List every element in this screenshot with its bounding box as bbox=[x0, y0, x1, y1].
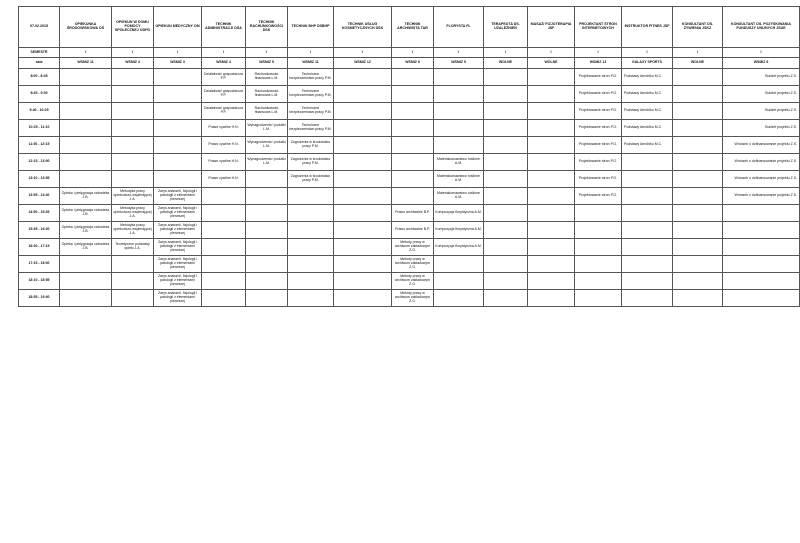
table-cell bbox=[528, 154, 575, 171]
table-cell-label: 9:40 - 10:25 bbox=[19, 103, 60, 120]
table-cell bbox=[202, 239, 246, 256]
table-cell bbox=[434, 86, 484, 103]
header-cell: MASAŻ/ FIZJOTERAPIA JSF bbox=[528, 7, 575, 48]
table-cell: Podstawy Aerobiku M.C. bbox=[622, 103, 673, 120]
room-cell: WSMIZ 11 bbox=[288, 58, 334, 69]
table-row bbox=[19, 69, 800, 86]
table-cell bbox=[334, 239, 392, 256]
table-cell bbox=[528, 137, 575, 154]
table-cell: Podstawy Aerobiku M.C. bbox=[622, 69, 673, 86]
table-cell bbox=[112, 256, 154, 273]
table-cell: Prawo cywilne H.N. bbox=[202, 120, 246, 137]
room-cell: WSMIZ 4 bbox=[112, 58, 154, 69]
table-cell bbox=[334, 120, 392, 137]
table-cell bbox=[288, 290, 334, 307]
table-cell: Budżet projektu Z.S. bbox=[723, 69, 800, 86]
room-cell: WOLNE bbox=[528, 58, 575, 69]
table-cell: Zarys anatomii, fizjologii i patologii z elementami pierwszej bbox=[154, 239, 202, 256]
header-cell: TECHNIK BHP DSBHP bbox=[288, 7, 334, 48]
table-cell: Prawo cywilne H.N. bbox=[202, 171, 246, 188]
schedule-sheet bbox=[18, 6, 797, 307]
table-cell-label: 16:30 - 17:15 bbox=[19, 239, 60, 256]
table-cell-label: 15:35 - 16:20 bbox=[19, 222, 60, 239]
table-cell bbox=[528, 239, 575, 256]
table-cell bbox=[334, 222, 392, 239]
table-cell bbox=[484, 171, 528, 188]
table-cell bbox=[288, 222, 334, 239]
table-cell bbox=[112, 171, 154, 188]
table-cell bbox=[202, 222, 246, 239]
table-cell-label: 18:10 - 18:55 bbox=[19, 273, 60, 290]
table-cell bbox=[484, 154, 528, 171]
table-cell: Metody pracy w archiwum zakładowym Z.G. bbox=[392, 290, 434, 307]
table-cell-label: 14:50 - 15:35 bbox=[19, 205, 60, 222]
table-cell bbox=[392, 188, 434, 205]
semester-cell: I bbox=[60, 48, 112, 58]
room-cell-label: sala bbox=[19, 58, 60, 69]
table-cell bbox=[334, 86, 392, 103]
header-cell: TECHNIK USŁUG KOSMETYCZNYCH DSK bbox=[334, 7, 392, 48]
table-cell bbox=[288, 273, 334, 290]
table-cell: Projektowanie stron P.G. bbox=[575, 69, 622, 86]
table-cell bbox=[202, 188, 246, 205]
table-cell bbox=[202, 256, 246, 273]
table-cell: Metody pracy w archiwum zakładowym Z.G. bbox=[392, 256, 434, 273]
table-cell bbox=[112, 137, 154, 154]
semester-cell: I bbox=[392, 48, 434, 58]
table-cell bbox=[334, 69, 392, 86]
semester-cell: I bbox=[575, 48, 622, 58]
table-cell bbox=[154, 69, 202, 86]
table-cell bbox=[334, 154, 392, 171]
table-cell: Zarys anatomii, fizjologii i patologii z elementami pierwszej bbox=[154, 222, 202, 239]
semester-cell: I bbox=[202, 48, 246, 58]
table-cell bbox=[112, 273, 154, 290]
table-cell: Działalność gospodarcza P.P. bbox=[202, 69, 246, 86]
room-cell: WSMIZ 6 bbox=[723, 58, 800, 69]
table-cell bbox=[434, 69, 484, 86]
table-cell bbox=[334, 256, 392, 273]
table-cell bbox=[484, 222, 528, 239]
table-cell: Zagrożenia w środowisku pracy P.M. bbox=[288, 137, 334, 154]
table-cell bbox=[392, 171, 434, 188]
table-cell bbox=[112, 69, 154, 86]
table-row bbox=[19, 137, 800, 154]
table-cell: Kompozycja florystyczna A.M. bbox=[434, 222, 484, 239]
table-cell bbox=[673, 137, 723, 154]
table-cell: Działalność gospodarcza P.P. bbox=[202, 86, 246, 103]
table-cell bbox=[334, 137, 392, 154]
table-cell bbox=[434, 137, 484, 154]
table-cell: Opieka i pielęgnacja człowieka J.B. bbox=[60, 188, 112, 205]
table-cell: Metodyka pracy opiekuńczo-wspierającej J.A. bbox=[112, 188, 154, 205]
table-cell: Techniczne bezpieczeństwo pracy P.M. bbox=[288, 69, 334, 86]
table-cell bbox=[434, 103, 484, 120]
header-cell: OPIEKUN W DOMU POMOCY SPOŁECZNEJ ODPD bbox=[112, 7, 154, 48]
room-cell: WSMIZ 6 bbox=[392, 58, 434, 69]
table-cell bbox=[112, 154, 154, 171]
table-cell: Metody pracy w archiwum zakładowym Z.G. bbox=[392, 239, 434, 256]
table-cell bbox=[484, 290, 528, 307]
table-cell bbox=[575, 273, 622, 290]
room-cell: WSMIZ 5 bbox=[246, 58, 288, 69]
table-cell: Teoretyczne podstawy opieki J.A. bbox=[112, 239, 154, 256]
table-cell bbox=[246, 273, 288, 290]
table-row bbox=[19, 120, 800, 137]
table-cell: Wniosek o dofinansowanie projektu Z.S. bbox=[723, 171, 800, 188]
table-cell: Materiałoznawstwo roślinne A.M. bbox=[434, 171, 484, 188]
table-cell bbox=[246, 222, 288, 239]
table-cell-label: 12:15 - 13:00 bbox=[19, 154, 60, 171]
table-cell: Zarys anatomii, fizjologii i patologii z elementami pierwszej bbox=[154, 205, 202, 222]
table-cell-label: 8:00 - 8:45 bbox=[19, 69, 60, 86]
table-cell bbox=[434, 273, 484, 290]
table-cell bbox=[528, 103, 575, 120]
semester-cell: I bbox=[288, 48, 334, 58]
table-cell: Metodyka pracy opiekuńczo-wspierającej J.A. bbox=[112, 222, 154, 239]
semester-row bbox=[19, 48, 800, 58]
table-cell bbox=[484, 103, 528, 120]
table-cell: Prawo cywilne H.N. bbox=[202, 137, 246, 154]
table-cell bbox=[723, 290, 800, 307]
table-cell: Wynagrodzenia i podatki L.M. bbox=[246, 120, 288, 137]
table-cell bbox=[673, 290, 723, 307]
table-row bbox=[19, 86, 800, 103]
table-cell: Prawo archiwalne B.P. bbox=[392, 222, 434, 239]
table-cell bbox=[673, 273, 723, 290]
table-cell: Podstawy Aerobiku M.C. bbox=[622, 120, 673, 137]
table-row bbox=[19, 154, 800, 171]
semester-cell: I bbox=[154, 48, 202, 58]
semester-cell-label: SEMESTR bbox=[19, 48, 60, 58]
table-cell bbox=[673, 256, 723, 273]
table-cell: Techniczne bezpieczeństwo pracy P.M. bbox=[288, 86, 334, 103]
table-cell bbox=[723, 256, 800, 273]
header-cell: TECHNIK ADMINISTRACJI DSA bbox=[202, 7, 246, 48]
header-cell: PROJEKTANT STRON INTERNETOWYCH bbox=[575, 7, 622, 48]
table-cell: Rachunkowość finansowa L.M. bbox=[246, 69, 288, 86]
table-cell bbox=[288, 256, 334, 273]
table-cell: Opieka i pielęgnacja człowieka J.B. bbox=[60, 239, 112, 256]
semester-cell: I bbox=[673, 48, 723, 58]
table-cell bbox=[392, 137, 434, 154]
table-cell: Projektowanie stron P.G. bbox=[575, 120, 622, 137]
table-row bbox=[19, 205, 800, 222]
table-cell: Prawo cywilne H.N. bbox=[202, 154, 246, 171]
table-cell bbox=[60, 86, 112, 103]
table-cell bbox=[575, 222, 622, 239]
table-cell bbox=[484, 256, 528, 273]
table-cell bbox=[288, 239, 334, 256]
schedule-body bbox=[19, 7, 800, 307]
table-cell bbox=[622, 273, 673, 290]
table-cell bbox=[392, 86, 434, 103]
table-cell bbox=[528, 273, 575, 290]
table-cell bbox=[60, 273, 112, 290]
table-row bbox=[19, 171, 800, 188]
table-cell: Wynagrodzenia i podatki L.M. bbox=[246, 154, 288, 171]
table-cell: Rachunkowość finansowa L.M. bbox=[246, 86, 288, 103]
table-cell bbox=[528, 69, 575, 86]
table-cell bbox=[622, 205, 673, 222]
header-cell: KONSULTANT DS. POZYSKIWANIA FUNDUSZY UNIJNYCH JSUE bbox=[723, 7, 800, 48]
table-cell bbox=[673, 103, 723, 120]
room-cell: GALAXY SPORTS bbox=[622, 58, 673, 69]
header-cell: OPIEKUNKA ŚRODOWISKOWA OŚ bbox=[60, 7, 112, 48]
table-cell bbox=[246, 205, 288, 222]
table-cell-label: 13:55 - 14:40 bbox=[19, 188, 60, 205]
room-cell: WSMIZ 11 bbox=[60, 58, 112, 69]
table-cell: Podstawy Aerobiku M.C. bbox=[622, 137, 673, 154]
table-cell bbox=[673, 239, 723, 256]
header-cell: INSTRUKTOR FITNES JSF bbox=[622, 7, 673, 48]
table-cell: Opieka i pielęgnacja człowieka J.B. bbox=[60, 222, 112, 239]
table-cell bbox=[528, 86, 575, 103]
table-cell bbox=[484, 239, 528, 256]
table-cell bbox=[392, 120, 434, 137]
table-cell bbox=[622, 256, 673, 273]
table-cell: Projektowanie stron P.G. bbox=[575, 171, 622, 188]
room-cell: WSMIZ 4 bbox=[202, 58, 246, 69]
table-cell bbox=[673, 69, 723, 86]
table-cell bbox=[112, 290, 154, 307]
room-cell: WOLNE bbox=[484, 58, 528, 69]
table-cell bbox=[334, 290, 392, 307]
table-cell bbox=[622, 154, 673, 171]
table-cell: Podstawy Aerobiku M.C. bbox=[622, 86, 673, 103]
table-cell: Opieka i pielęgnacja człowieka J.B. bbox=[60, 205, 112, 222]
semester-cell: I bbox=[528, 48, 575, 58]
table-cell-label: 17:15 - 18:00 bbox=[19, 256, 60, 273]
table-row bbox=[19, 103, 800, 120]
table-cell: Zarys anatomii, fizjologii i patologii z elementami pierwszej bbox=[154, 290, 202, 307]
table-row bbox=[19, 273, 800, 290]
table-row bbox=[19, 239, 800, 256]
header-cell: KONSULTANT DS. ŻYWIENIA JSKZ bbox=[673, 7, 723, 48]
header-cell: OPIEKUN MEDYCZNY OM bbox=[154, 7, 202, 48]
table-cell bbox=[60, 103, 112, 120]
table-cell bbox=[154, 137, 202, 154]
semester-cell: I bbox=[434, 48, 484, 58]
semester-cell: I bbox=[246, 48, 288, 58]
table-cell bbox=[484, 69, 528, 86]
table-cell bbox=[434, 120, 484, 137]
table-cell bbox=[528, 188, 575, 205]
table-cell-label: 8:45 - 9:30 bbox=[19, 86, 60, 103]
table-cell bbox=[60, 120, 112, 137]
table-cell: Wniosek o dofinansowanie projektu Z.S. bbox=[723, 154, 800, 171]
table-cell bbox=[673, 171, 723, 188]
table-cell bbox=[246, 256, 288, 273]
table-cell bbox=[60, 290, 112, 307]
table-cell bbox=[528, 171, 575, 188]
table-cell: Zagrożenia w środowisku pracy P.M. bbox=[288, 171, 334, 188]
table-cell: Zagrożenia w środowisku pracy P.M. bbox=[288, 154, 334, 171]
table-cell bbox=[528, 120, 575, 137]
table-cell bbox=[723, 273, 800, 290]
table-cell bbox=[112, 120, 154, 137]
header-row bbox=[19, 7, 800, 48]
table-cell bbox=[484, 273, 528, 290]
table-cell bbox=[673, 222, 723, 239]
table-cell: Wniosek o dofinansowanie projektu Z.S. bbox=[723, 137, 800, 154]
table-cell bbox=[723, 205, 800, 222]
table-row bbox=[19, 222, 800, 239]
table-cell: Projektowanie stron P.G. bbox=[575, 154, 622, 171]
table-cell bbox=[673, 120, 723, 137]
table-cell bbox=[575, 239, 622, 256]
table-cell: Budżet projektu Z.S. bbox=[723, 86, 800, 103]
table-cell bbox=[392, 154, 434, 171]
table-cell bbox=[622, 222, 673, 239]
table-cell bbox=[484, 188, 528, 205]
table-cell bbox=[528, 256, 575, 273]
table-cell bbox=[246, 290, 288, 307]
header-cell: TECHNIK RACHUNKOWOŚCI DSK bbox=[246, 7, 288, 48]
table-cell bbox=[246, 239, 288, 256]
schedule-table bbox=[18, 6, 800, 307]
table-cell bbox=[154, 171, 202, 188]
table-cell bbox=[434, 290, 484, 307]
table-cell: Metody pracy w archiwum zakładowym Z.G. bbox=[392, 273, 434, 290]
table-cell bbox=[202, 273, 246, 290]
table-cell: Kompozycja florystyczna A.M. bbox=[434, 205, 484, 222]
table-cell: Budżet projektu Z.S. bbox=[723, 103, 800, 120]
table-cell bbox=[673, 205, 723, 222]
table-cell bbox=[484, 120, 528, 137]
semester-cell: I bbox=[484, 48, 528, 58]
room-cell: WOLNE bbox=[673, 58, 723, 69]
table-cell: Projektowanie stron P.G. bbox=[575, 86, 622, 103]
table-cell bbox=[622, 171, 673, 188]
table-cell bbox=[288, 188, 334, 205]
table-cell-label: 13:10 - 13:55 bbox=[19, 171, 60, 188]
table-cell bbox=[112, 86, 154, 103]
table-cell bbox=[334, 205, 392, 222]
table-cell bbox=[246, 188, 288, 205]
semester-cell: I bbox=[723, 48, 800, 58]
table-cell bbox=[60, 154, 112, 171]
room-row bbox=[19, 58, 800, 69]
table-cell bbox=[202, 290, 246, 307]
table-cell bbox=[154, 120, 202, 137]
table-row bbox=[19, 290, 800, 307]
table-cell bbox=[392, 69, 434, 86]
table-cell: Projektowanie stron P.G. bbox=[575, 188, 622, 205]
table-cell bbox=[528, 222, 575, 239]
table-cell bbox=[112, 103, 154, 120]
table-cell bbox=[334, 171, 392, 188]
table-cell: Budżet projektu Z.S. bbox=[723, 120, 800, 137]
table-cell bbox=[60, 171, 112, 188]
room-cell: WSMIZ 13 bbox=[575, 58, 622, 69]
table-cell bbox=[154, 86, 202, 103]
table-cell: Projektowanie stron P.G. bbox=[575, 103, 622, 120]
table-cell bbox=[622, 188, 673, 205]
table-cell: Projektowanie stron P.G. bbox=[575, 137, 622, 154]
table-cell bbox=[622, 290, 673, 307]
table-cell: Materiałoznawstwo roślinne A.M. bbox=[434, 154, 484, 171]
table-cell bbox=[575, 205, 622, 222]
table-cell bbox=[673, 86, 723, 103]
table-cell bbox=[484, 205, 528, 222]
header-cell: TECHNIK ARCHIWISTA TAR bbox=[392, 7, 434, 48]
table-cell bbox=[154, 103, 202, 120]
table-cell bbox=[392, 103, 434, 120]
table-cell bbox=[575, 256, 622, 273]
table-cell: Techniczne bezpieczeństwo pracy P.M. bbox=[288, 120, 334, 137]
table-cell: Zarys anatomii, fizjologii i patologii z elementami pierwszej bbox=[154, 273, 202, 290]
table-cell bbox=[673, 154, 723, 171]
table-cell bbox=[60, 69, 112, 86]
table-cell bbox=[334, 103, 392, 120]
table-cell bbox=[723, 239, 800, 256]
table-cell: Wniosek o dofinansowanie projektu Z.S. bbox=[723, 188, 800, 205]
room-cell: WSMIZ 3 bbox=[154, 58, 202, 69]
header-cell: TERAPEUTA DS. UZALEŻNIEŃ bbox=[484, 7, 528, 48]
table-cell bbox=[528, 205, 575, 222]
semester-cell: I bbox=[622, 48, 673, 58]
table-cell bbox=[484, 137, 528, 154]
table-cell: Zarys anatomii, fizjologii i patologii z elementami pierwszej bbox=[154, 256, 202, 273]
table-cell bbox=[288, 205, 334, 222]
table-cell-label: 18:55 - 19:40 bbox=[19, 290, 60, 307]
table-cell: Wynagrodzenia i podatki L.M. bbox=[246, 137, 288, 154]
header-cell: FLORYSTA FL bbox=[434, 7, 484, 48]
table-cell bbox=[723, 222, 800, 239]
table-row bbox=[19, 256, 800, 273]
table-cell bbox=[334, 188, 392, 205]
table-cell-label: 10:25 - 11:10 bbox=[19, 120, 60, 137]
table-cell: Rachunkowość finansowa L.M. bbox=[246, 103, 288, 120]
table-cell bbox=[673, 188, 723, 205]
semester-cell: I bbox=[112, 48, 154, 58]
table-cell bbox=[434, 256, 484, 273]
table-cell bbox=[202, 205, 246, 222]
table-cell bbox=[60, 137, 112, 154]
table-cell: Zarys anatomii, fizjologii i patologii z elementami pierwszej bbox=[154, 188, 202, 205]
table-cell bbox=[246, 171, 288, 188]
table-cell bbox=[622, 239, 673, 256]
table-cell: Metodyka pracy opiekuńczo-wspierającej J.A. bbox=[112, 205, 154, 222]
room-cell: WSMIZ 5 bbox=[434, 58, 484, 69]
table-cell bbox=[484, 86, 528, 103]
table-cell bbox=[60, 256, 112, 273]
table-cell bbox=[154, 154, 202, 171]
header-cell-label: 07.02.2015 bbox=[19, 7, 60, 48]
table-cell bbox=[528, 290, 575, 307]
room-cell: WSMIZ 12 bbox=[334, 58, 392, 69]
table-cell: Kompozycja florystyczna A.M. bbox=[434, 239, 484, 256]
table-cell: Działalność gospodarcza P.P. bbox=[202, 103, 246, 120]
table-cell: Techniczne bezpieczeństwo pracy P.M. bbox=[288, 103, 334, 120]
table-cell: Materiałoznawstwo roślinne A.M. bbox=[434, 188, 484, 205]
table-cell bbox=[334, 273, 392, 290]
semester-cell: I bbox=[334, 48, 392, 58]
table-cell-label: 11:30 - 12:15 bbox=[19, 137, 60, 154]
table-row bbox=[19, 188, 800, 205]
table-cell bbox=[575, 290, 622, 307]
table-cell: Prawo archiwalne B.P. bbox=[392, 205, 434, 222]
